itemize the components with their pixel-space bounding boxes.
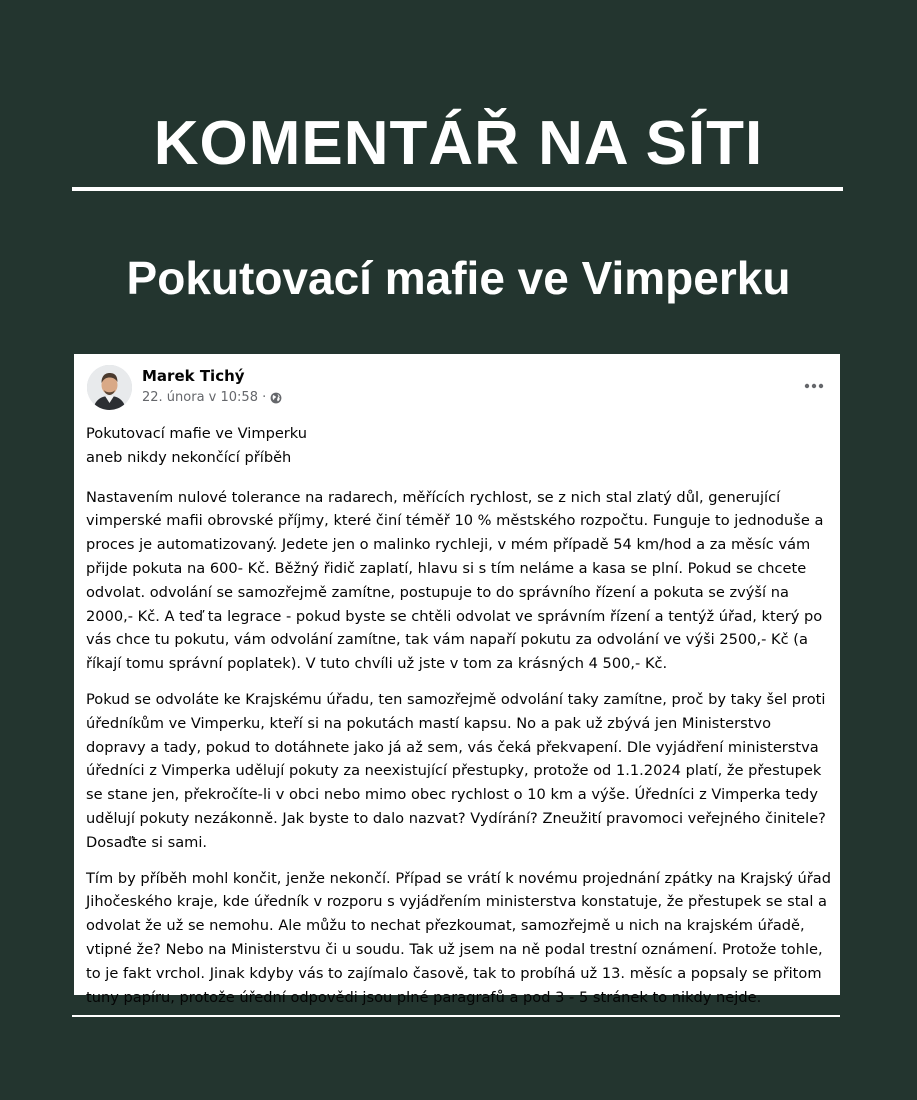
more-options-button[interactable] <box>802 374 826 398</box>
post-paragraph: Pokud se odvoláte ke Krajskému úřadu, ten samozřejmě odvolání taky zamítne, proč by taky šel proti úředníkům ve Vimperku, kteří si na pokutách mastí kapsu. No a pak už zbývá jen Ministerstvo dopravy a tady, pokud to dotáhnete jako já až sem, vás čeká překvapení. Dle vyjádření ministerstva úředníci z Vimperka udělují pokuty za neexistující přestupky, protože od 1.1.2024 platí, že přestupek se stane jen, překročíte-li v obci nebo mimo obec rychlost o 10 km a výše. Úředníci z Vimperka tedy udělují pokuty nezákonně. Jak byste to dalo nazvat? Vydírání? Zneužití pravomoci veřejného činitele? Dosaďte si sami. <box>86 690 826 851</box>
post-heading: Pokutovací mafie ve Vimperku <box>86 425 308 442</box>
post-body <box>86 422 831 1021</box>
post-meta <box>142 389 282 407</box>
post-card <box>74 354 840 1006</box>
bottom-divider <box>72 1015 840 1017</box>
post-intro <box>86 422 831 470</box>
avatar[interactable] <box>87 365 132 410</box>
page-title: KOMENTÁŘ NA SÍTI <box>153 109 764 178</box>
post-tagline: aneb nikdy nekončící příběh <box>86 448 292 466</box>
post-paragraph: Tím by příběh mohl končit, jenže nekončí. Případ se vrátí k novému projednání zpátky na Krajský úřad Jihočeského kraje, kde úředník v rozporu s vyjádřením ministerstva konstatuje, že přestupek se stal a odvolat že už se nemohu. Ale můžu to nechat přezkoumat, samozřejmě u nich na krajském úřadě, vtipné že? Nebo na Ministerstvu či u soudu. Tak už jsem na ně podal trestní oznámení. Protože tohle, to je fakt vrchol. Jinak kdyby vás to zajímalo časově, tak to probíhá už 13. měsíc a popsaly se přitom tuny papíru, protože úřední odpovědi jsou plné paragrafů a pod 3 - 5 stránek to nikdy nejde. <box>86 869 832 1006</box>
avatar-image <box>87 365 132 410</box>
more-options-icon <box>804 383 824 389</box>
author-name[interactable]: Marek Tichý <box>142 367 245 385</box>
globe-icon[interactable] <box>270 392 282 404</box>
title-underline <box>72 187 843 191</box>
post-timestamp[interactable]: 22. února v 10:58 · <box>142 390 267 405</box>
post-paragraph: Nastavením nulové tolerance na radarech, měřících rychlost, se z nich stal zlatý důl, generující vimperské mafii obrovské příjmy, které činí téměř 10 % městského rozpočtu. Funguje to jednoduše a proces je automatizovaný. Jedete jen o malinko rychleji, v mém případě 54 km/hod a za měsíc vám přijde pokuta na 600- Kč. Běžný řidič zaplatí, hlavu si s tím neláme a kasa se plní. Pokud se chcete odvolat. odvolání se samozřejmě zamítne, postupuje to do správního řízení a pokuta se zvýší na 2000,- Kč. A teď ta legrace - pokud byste se chtěli odvolat ve správním řízení a tentýž úřad, který po vás chce tu pokutu, vám odvolání zamítne, tak vám napaří pokutu za odvolání ve výši 2500,- Kč (a říkají tomu správní poplatek). V tuto chvíli už jste v tom za krásných 4 500,- Kč. <box>86 488 824 673</box>
page-subtitle: Pokutovací mafie ve Vimperku <box>126 252 791 304</box>
